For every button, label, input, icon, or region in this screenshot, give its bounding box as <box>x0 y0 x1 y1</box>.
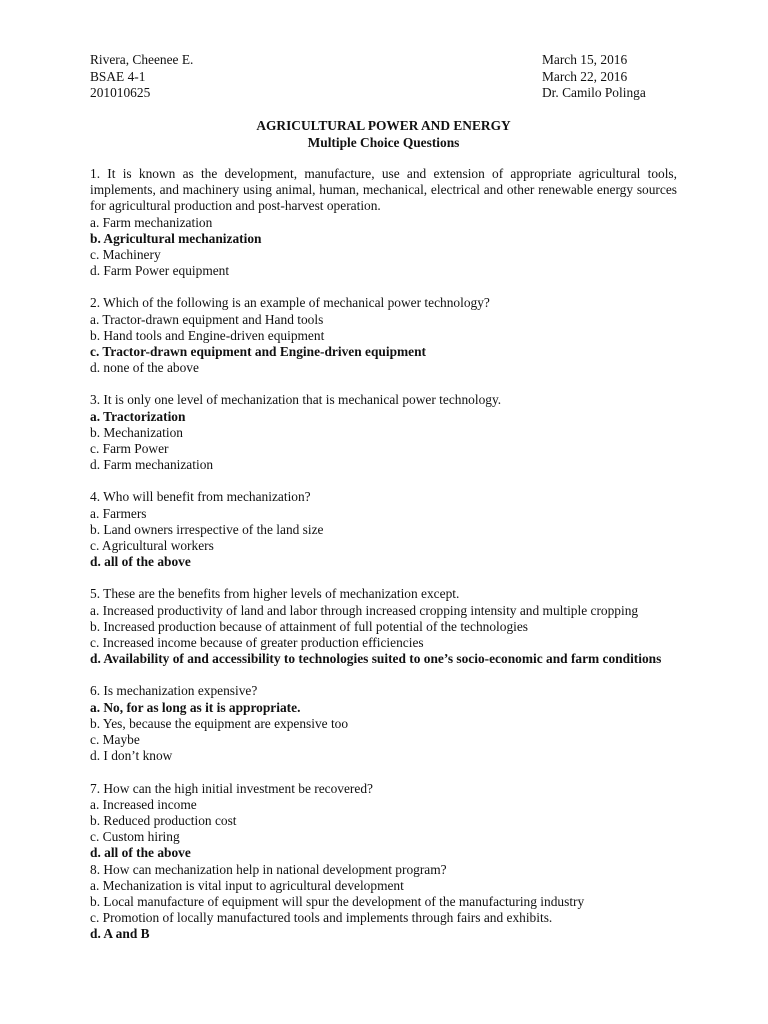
student-info <box>90 52 193 102</box>
submission-info <box>542 52 646 102</box>
question-stem: 6. Is mechanization expensive? <box>90 683 258 699</box>
answer-option: a. Increased productivity of land and labor through increased cropping intensity and multiple cropping <box>90 602 639 618</box>
answer-option-correct: d. Availability of and accessibility to technologies suited to one’s socio-economic and farm conditions <box>90 651 662 667</box>
answer-option-correct: a. No, for as long as it is appropriate. <box>90 699 301 715</box>
answer-option-correct: c. Tractor-drawn equipment and Engine-driven equipment <box>90 344 427 360</box>
question-3 <box>90 392 677 473</box>
answer-option: a. Increased income <box>90 796 197 812</box>
answer-option: d. Farm Power equipment <box>90 263 230 279</box>
answer-option: b. Local manufacture of equipment will spur the development of the manufacturing industry <box>90 893 585 909</box>
question-list <box>90 166 677 959</box>
answer-option-correct: d. all of the above <box>90 845 191 861</box>
question-stem: 4. Who will benefit from mechanization? <box>90 489 311 505</box>
question-stem: 7. How can the high initial investment be recovered? <box>90 780 373 796</box>
student-section: BSAE 4-1 <box>90 68 146 84</box>
question-5 <box>90 586 677 667</box>
answer-option-correct: a. Tractorization <box>90 408 186 424</box>
answer-option: b. Increased production because of attainment of full potential of the technologies <box>90 618 529 634</box>
instructor-name: Dr. Camilo Polinga <box>542 85 646 100</box>
question-6 <box>90 683 677 764</box>
question-stem: 8. How can mechanization help in national development program? <box>90 861 447 877</box>
answer-option: a. Farmers <box>90 505 147 521</box>
question-2 <box>90 295 677 376</box>
answer-option: a. Farm mechanization <box>90 214 213 230</box>
question-7 <box>90 781 677 862</box>
answer-option-correct: b. Agricultural mechanization <box>90 230 262 246</box>
student-id: 201010625 <box>90 85 151 100</box>
answer-option: c. Promotion of locally manufactured tools and implements through fairs and exhibits. <box>90 910 553 926</box>
answer-option-correct: d. all of the above <box>90 554 191 570</box>
answer-option: c. Machinery <box>90 247 161 263</box>
document-subtitle: Multiple Choice Questions <box>307 134 460 150</box>
answer-option: b. Mechanization <box>90 424 183 440</box>
date-submitted: March 22, 2016 <box>542 68 628 84</box>
question-8 <box>90 862 677 943</box>
answer-option: c. Farm Power <box>90 441 169 457</box>
question-1 <box>90 166 677 279</box>
question-stem: 2. Which of the following is an example of mechanical power technology? <box>90 295 490 311</box>
answer-option: b. Reduced production cost <box>90 812 237 828</box>
question-4 <box>90 489 677 570</box>
question-stem: 1. It is known as the development, manufacture, use and extension of appropriate agricultural tools, implements, and machinery using animal, human, mechanical, electrical and other renewable energy sources for agricultural production and post-harvest operation. <box>90 166 677 214</box>
answer-option-correct: d. A and B <box>90 926 150 942</box>
student-name: Rivera, Cheenee E. <box>90 52 194 67</box>
answer-option: a. Tractor-drawn equipment and Hand tools <box>90 311 324 327</box>
answer-option: b. Land owners irrespective of the land size <box>90 521 324 537</box>
answer-option: a. Mechanization is vital input to agricultural development <box>90 877 404 893</box>
answer-option: b. Yes, because the equipment are expensive too <box>90 715 349 731</box>
answer-option: b. Hand tools and Engine-driven equipment <box>90 327 325 343</box>
answer-option: d. none of the above <box>90 360 199 376</box>
answer-option: c. Increased income because of greater production efficiencies <box>90 635 424 651</box>
document-title: AGRICULTURAL POWER AND ENERGY <box>256 118 511 133</box>
answer-option: c. Custom hiring <box>90 829 180 845</box>
question-stem: 5. These are the benefits from higher levels of mechanization except. <box>90 586 460 602</box>
date-assigned: March 15, 2016 <box>542 52 628 67</box>
answer-option: c. Maybe <box>90 732 140 748</box>
title-block <box>90 118 677 151</box>
answer-option: d. Farm mechanization <box>90 457 214 473</box>
answer-option: c. Agricultural workers <box>90 538 214 554</box>
question-stem: 3. It is only one level of mechanization that is mechanical power technology. <box>90 392 502 408</box>
answer-option: d. I don’t know <box>90 748 173 764</box>
